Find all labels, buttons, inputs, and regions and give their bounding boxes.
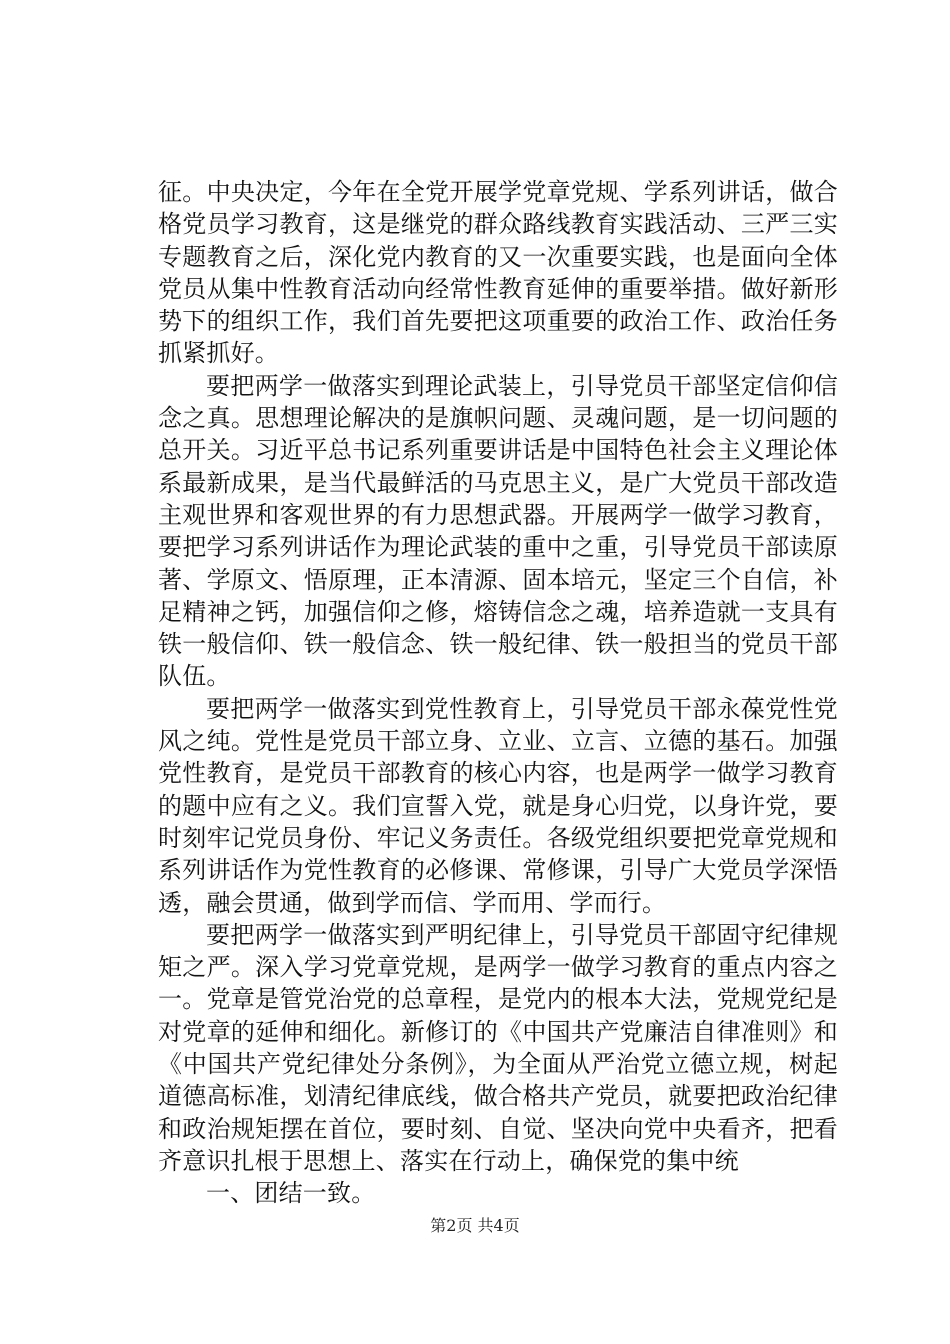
paragraph-2: 要把两学一做落实到理论武装上，引导党员干部坚定信仰信念之真。思想理论解决的是旗帜问题、灵魂问题，是一切问题的总开关。习近平总书记系列重要讲话是中国特色社会主义理论体系最新成果，是当代最鲜活的马克思主义，是广大党员干部改造主观世界和客观世界的有力思想武器。开展两学一做学习教育，要把学习系列讲话作为理论武装的重中之重，引导党员干部读原著、学原文、悟原理，正本清源、固本培元，坚定三个自信，补足精神之钙，加强信仰之修，熔铸信念之魂，培养造就一支具有铁一般信仰、铁一般信念、铁一般纪律、铁一般担当的党员干部队伍。	[158, 371, 838, 691]
paragraph-4: 要把两学一做落实到严明纪律上，引导党员干部固守纪律规矩之严。深入学习党章党规，是两学一做学习教育的重点内容之一。党章是管党治党的总章程，是党内的根本大法，党规党纪是对党章的延伸和细化。新修订的《中国共产党廉洁自律准则》和《中国共产党纪律处分条例》，为全面从严治党立德立规，树起道德高标准，划清纪律底线，做合格共产党员，就要把政治纪律和政治规矩摆在首位，要时刻、自觉、坚决向党中央看齐，把看齐意识扎根于思想上、落实在行动上，确保党的集中统	[158, 920, 838, 1175]
paragraph-5: 一、团结一致。	[206, 1179, 376, 1208]
paragraph-3: 要把两学一做落实到党性教育上，引导党员干部永葆党性党风之纯。党性是党员干部立身、立业、立言、立德的基石。加强党性教育，是党员干部教育的核心内容，也是两学一做学习教育的题中应有之义。我们宣誓入党，就是身心归党，以身许党，要时刻牢记党员身份、牢记义务责任。各级党组织要把党章党规和系列讲话作为党性教育的必修课、常修课，引导广大党员学深悟透，融会贯通，做到学而信、学而用、学而行。	[158, 694, 838, 917]
paragraph-1: 征。中央决定，今年在全党开展学党章党规、学系列讲话，做合格党员学习教育，这是继党的群众路线教育实践活动、三严三实专题教育之后，深化党内教育的又一次重要实践，也是面向全体党员从集中性教育活动向经常性教育延伸的重要举措。做好新形势下的组织工作，我们首先要把这项重要的政治工作、政治任务抓紧抓好。	[158, 178, 838, 368]
page-footer: 第2页 共4页	[430, 1216, 520, 1235]
document-body	[158, 176, 838, 1210]
